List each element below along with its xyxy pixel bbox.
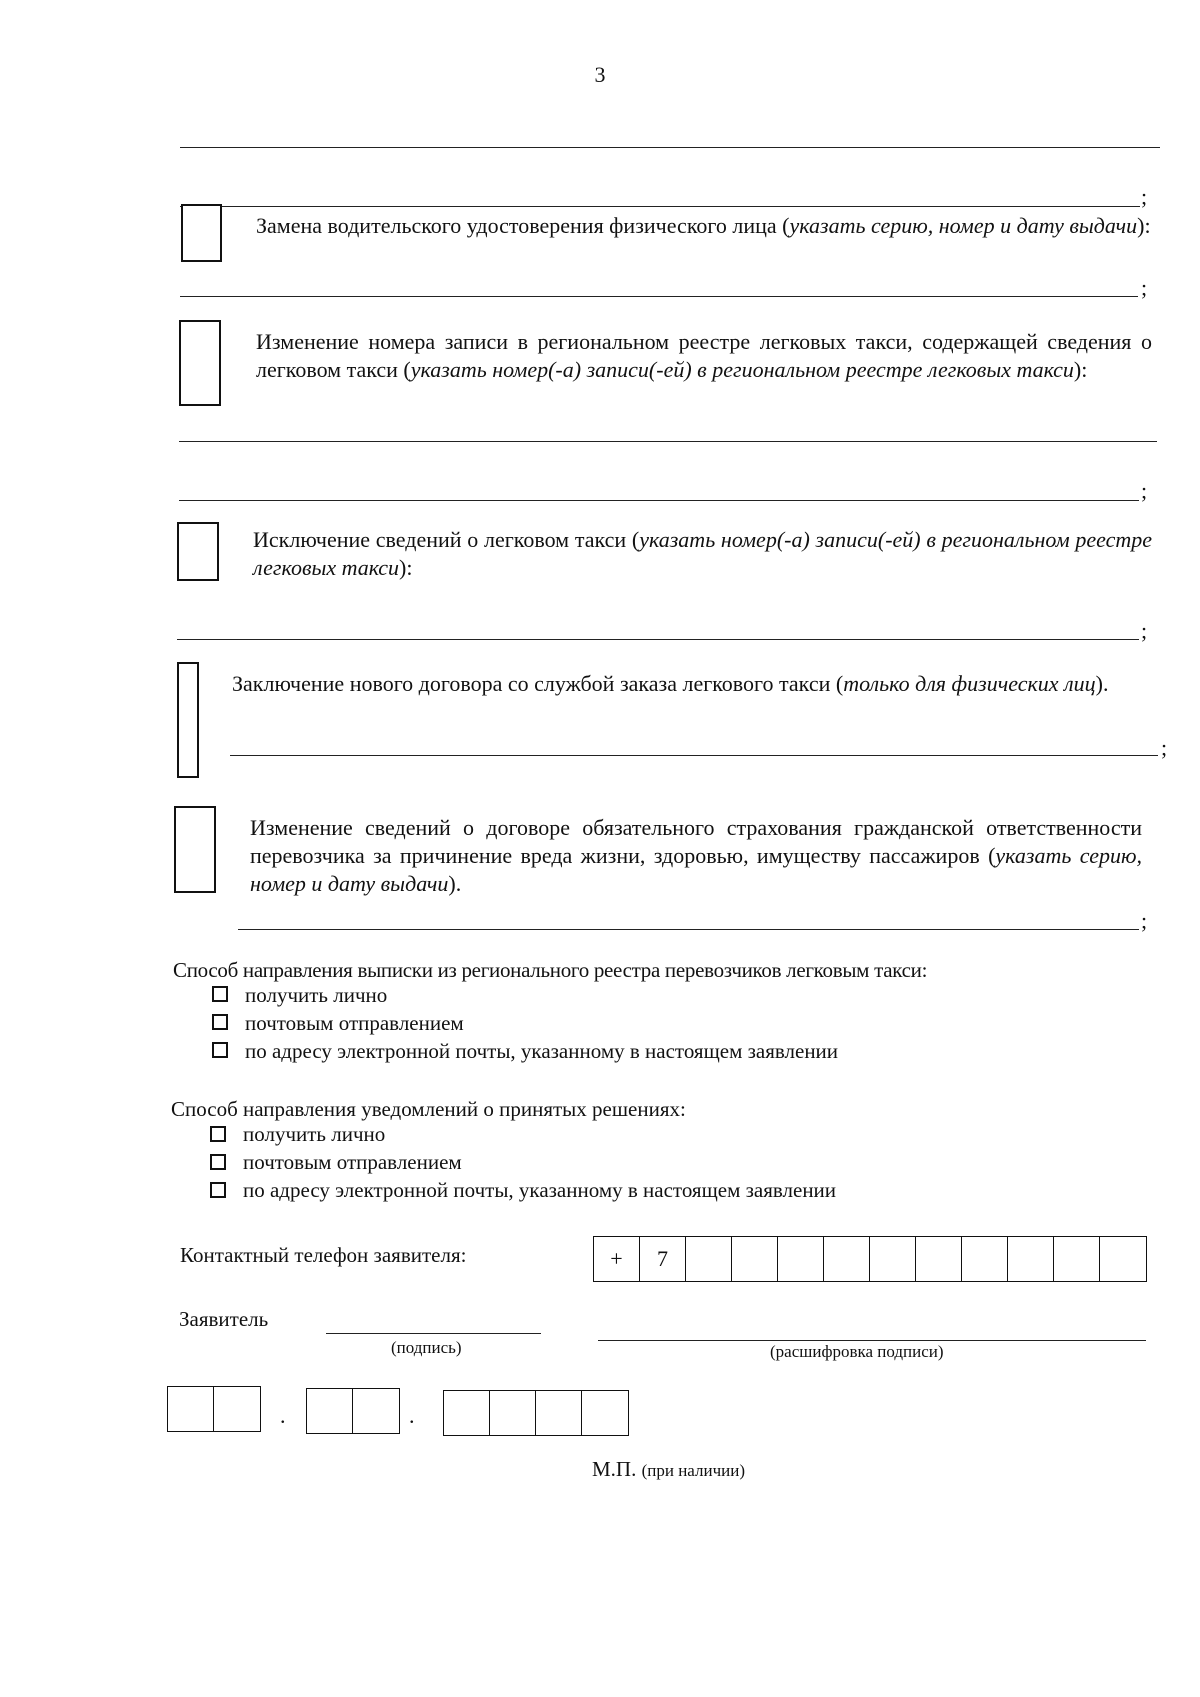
fill-line[interactable] xyxy=(230,755,1158,756)
fill-line[interactable] xyxy=(238,929,1139,930)
phone-cell[interactable]: + xyxy=(594,1237,640,1281)
phone-cell[interactable] xyxy=(686,1237,732,1281)
date-month-grid[interactable] xyxy=(306,1388,400,1434)
signature-line[interactable] xyxy=(326,1333,541,1334)
section-checkbox-registry-change[interactable] xyxy=(179,320,221,406)
signature-decode-caption: (расшифровка подписи) xyxy=(770,1342,944,1361)
date-year-cell[interactable] xyxy=(536,1391,582,1435)
extract-method-title: Способ направления выписки из регионального реестра перевозчиков легковым такси: xyxy=(173,958,928,982)
phone-cell[interactable]: 7 xyxy=(640,1237,686,1281)
section-text-insurance: Изменение сведений о договоре обязательного страхования гражданской ответственности перевозчика за причинение вреда жизни, здоровью, имуществу пассажиров (указать серию, номер и дату выдачи). xyxy=(250,815,1143,896)
notify-option-checkbox-mail[interactable] xyxy=(210,1154,226,1170)
fill-line[interactable] xyxy=(179,441,1157,442)
line-semicolon: ; xyxy=(1141,908,1148,933)
date-year-cell[interactable] xyxy=(490,1391,536,1435)
date-separator: . xyxy=(280,1403,286,1428)
phone-cell[interactable] xyxy=(1054,1237,1100,1281)
line-semicolon: ; xyxy=(1141,618,1148,643)
notify-option-label: получить лично xyxy=(243,1122,386,1146)
phone-cell[interactable] xyxy=(778,1237,824,1281)
phone-input-grid[interactable] xyxy=(593,1236,1147,1282)
notify-option-checkbox-email[interactable] xyxy=(210,1182,226,1198)
phone-cell[interactable] xyxy=(732,1237,778,1281)
stamp-label: М.П. xyxy=(592,1457,637,1481)
phone-cell[interactable] xyxy=(824,1237,870,1281)
date-year-cell[interactable] xyxy=(582,1391,628,1435)
phone-cell[interactable] xyxy=(870,1237,916,1281)
notify-option-label: по адресу электронной почты, указанному в настоящем заявлении xyxy=(243,1178,837,1202)
signature-caption: (подпись) xyxy=(391,1338,462,1357)
fill-line[interactable] xyxy=(180,206,1140,207)
fill-line[interactable] xyxy=(180,296,1138,297)
section-checkbox-exclusion[interactable] xyxy=(177,522,219,581)
fill-line[interactable] xyxy=(180,147,1160,148)
extract-option-label: почтовым отправлением xyxy=(245,1011,464,1035)
extract-option-label: по адресу электронной почты, указанному в настоящем заявлении xyxy=(245,1039,839,1063)
phone-cell[interactable] xyxy=(1008,1237,1054,1281)
page-number: 3 xyxy=(594,62,606,87)
date-year-cell[interactable] xyxy=(444,1391,490,1435)
signature-decode-line[interactable] xyxy=(598,1340,1146,1341)
date-month-cell[interactable] xyxy=(307,1389,353,1433)
extract-option-checkbox-email[interactable] xyxy=(212,1042,228,1058)
section-text-registry-change: Изменение номера записи в региональном реестре легковых такси, содержащей сведения о легковом такси (указать номер(-а) записи(-ей) в региональном реестре легковых такси): xyxy=(256,329,1152,382)
section-text-new-contract: Заключение нового договора со службой заказа легкового такси (только для физических лиц). xyxy=(232,671,1109,696)
line-semicolon: ; xyxy=(1141,275,1148,300)
date-separator: . xyxy=(409,1403,415,1428)
extract-option-checkbox-mail[interactable] xyxy=(212,1014,228,1030)
fill-line[interactable] xyxy=(179,500,1139,501)
line-semicolon: ; xyxy=(1141,184,1148,209)
fill-line[interactable] xyxy=(177,639,1139,640)
phone-label: Контактный телефон заявителя: xyxy=(180,1243,467,1267)
date-day-grid[interactable] xyxy=(167,1386,261,1432)
section-checkbox-insurance[interactable] xyxy=(174,806,216,893)
stamp-note: (при наличии) xyxy=(641,1461,745,1480)
stamp-area xyxy=(592,1457,745,1482)
line-semicolon: ; xyxy=(1141,478,1148,503)
notify-option-checkbox-personal[interactable] xyxy=(210,1126,226,1142)
date-day-cell[interactable] xyxy=(168,1387,214,1431)
notify-method-title: Способ направления уведомлений о принятых решениях: xyxy=(171,1097,686,1121)
date-month-cell[interactable] xyxy=(353,1389,399,1433)
extract-option-label: получить лично xyxy=(245,983,388,1007)
phone-cell[interactable] xyxy=(962,1237,1008,1281)
date-year-grid[interactable] xyxy=(443,1390,629,1436)
line-semicolon: ; xyxy=(1161,735,1168,760)
extract-option-checkbox-personal[interactable] xyxy=(212,986,228,1002)
date-day-cell[interactable] xyxy=(214,1387,260,1431)
section-text-exclusion: Исключение сведений о легковом такси (указать номер(-а) записи(-ей) в региональном реестре легковых такси): xyxy=(253,527,1152,580)
section-checkbox-new-contract[interactable] xyxy=(177,662,199,778)
applicant-label: Заявитель xyxy=(179,1307,269,1331)
section-text-driver-license: Замена водительского удостоверения физического лица (указать серию, номер и дату выдачи): xyxy=(256,213,1151,238)
phone-cell[interactable] xyxy=(1100,1237,1146,1281)
phone-cell[interactable] xyxy=(916,1237,962,1281)
notify-option-label: почтовым отправлением xyxy=(243,1150,462,1174)
section-checkbox-driver-license[interactable] xyxy=(181,204,222,262)
